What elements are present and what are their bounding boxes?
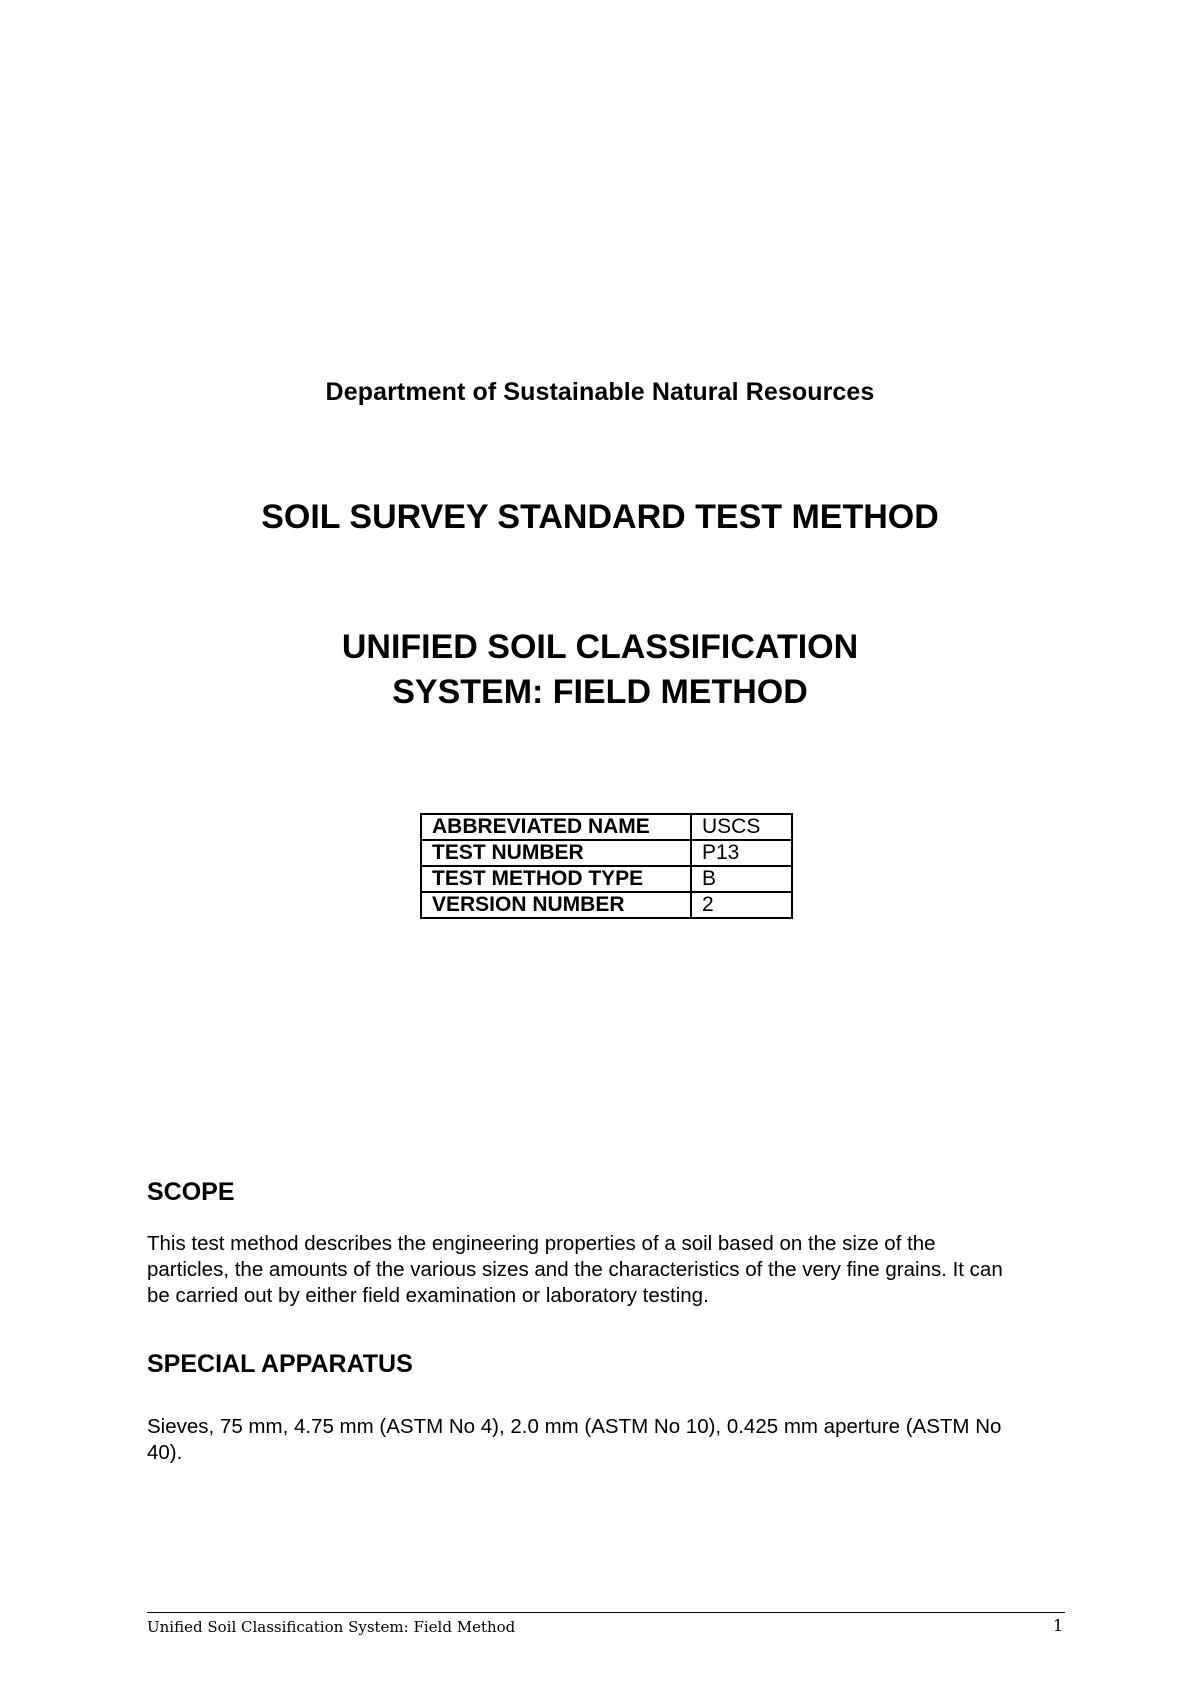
method-info-table bbox=[420, 813, 793, 919]
special-apparatus-paragraph bbox=[147, 1414, 1077, 1466]
scope-heading: SCOPE bbox=[147, 1178, 235, 1206]
footer-title: Unified Soil Classification System: Field Method bbox=[147, 1618, 516, 1636]
scope-line: be carried out by either field examination or laboratory testing. bbox=[147, 1284, 709, 1307]
method-title bbox=[0, 625, 1200, 715]
test-number-value: P13 bbox=[691, 840, 792, 866]
special-apparatus-heading: SPECIAL APPARATUS bbox=[147, 1350, 413, 1378]
version-number-value: 2 bbox=[691, 892, 792, 918]
version-number-label: VERSION NUMBER bbox=[421, 892, 691, 918]
test-method-type-label: TEST METHOD TYPE bbox=[421, 866, 691, 892]
table-row bbox=[421, 866, 792, 892]
page-number: 1 bbox=[1053, 1616, 1064, 1635]
apparatus-line: Sieves, 75 mm, 4.75 mm (ASTM No 4), 2.0 mm (ASTM No 10), 0.425 mm aperture (ASTM No bbox=[147, 1415, 1002, 1438]
method-title-line-2: SYSTEM: FIELD METHOD bbox=[392, 673, 808, 711]
table-row bbox=[421, 814, 792, 840]
test-number-label: TEST NUMBER bbox=[421, 840, 691, 866]
department-name: Department of Sustainable Natural Resources bbox=[325, 378, 875, 406]
footer-divider bbox=[147, 1612, 1065, 1613]
document-title: SOIL SURVEY STANDARD TEST METHOD bbox=[261, 498, 939, 536]
table-row bbox=[421, 892, 792, 918]
scope-paragraph bbox=[147, 1231, 1077, 1309]
scope-line: This test method describes the engineering properties of a soil based on the size of the bbox=[147, 1232, 936, 1255]
scope-line: particles, the amounts of the various sizes and the characteristics of the very fine grains. It can bbox=[147, 1258, 1003, 1281]
method-title-line-1: UNIFIED SOIL CLASSIFICATION bbox=[341, 628, 859, 666]
abbreviated-name-label: ABBREVIATED NAME bbox=[421, 814, 691, 840]
table-row bbox=[421, 840, 792, 866]
apparatus-line: 40). bbox=[147, 1441, 183, 1464]
test-method-type-value: B bbox=[691, 866, 792, 892]
abbreviated-name-value: USCS bbox=[691, 814, 792, 840]
